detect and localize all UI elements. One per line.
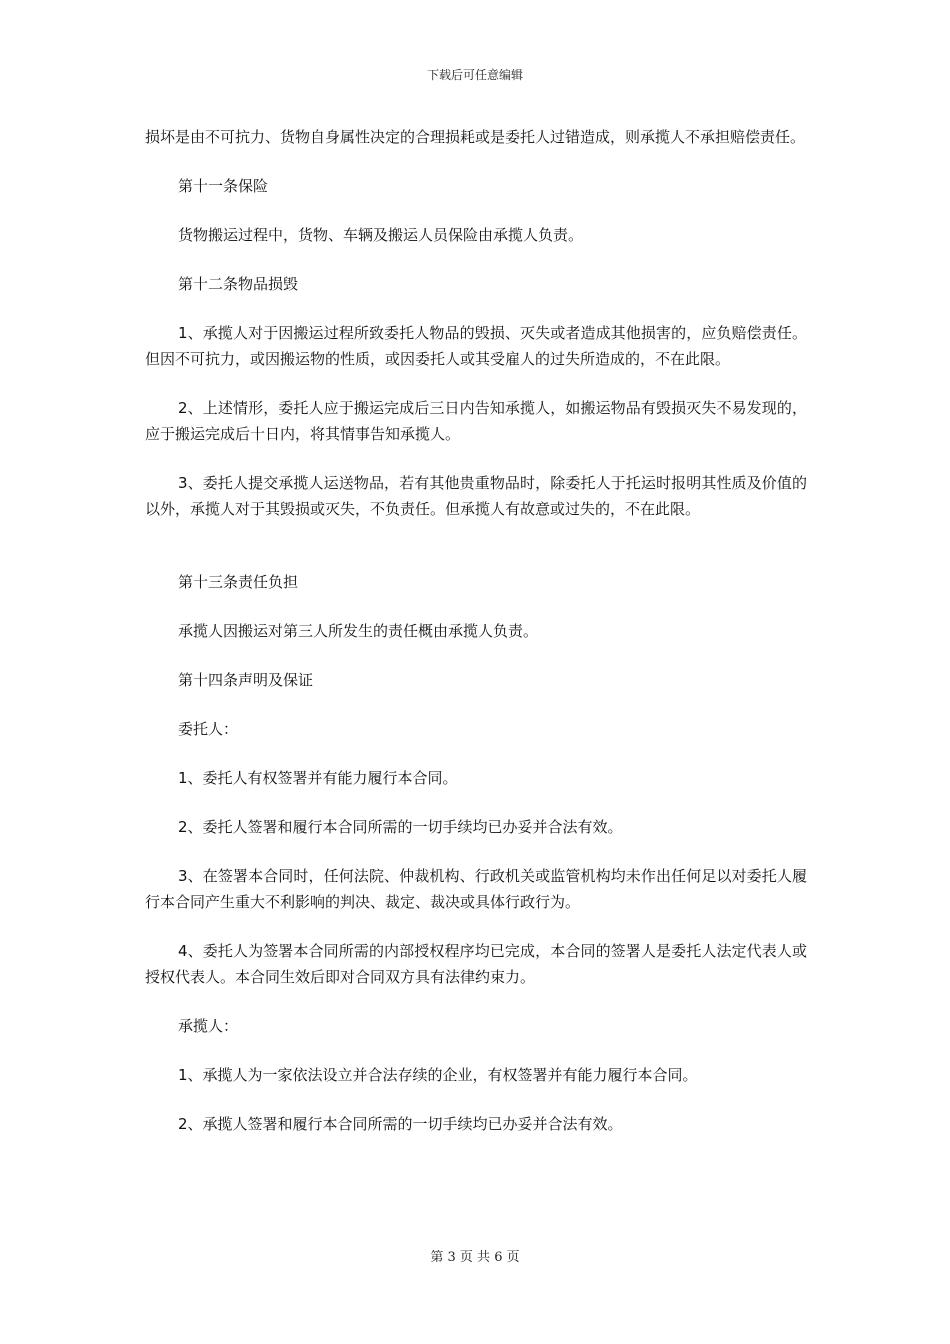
paragraph-insurance: 货物搬运过程中，货物、车辆及搬运人员保险由承揽人负责。 [178, 226, 584, 244]
client-label: 委托人： [178, 720, 239, 738]
article-12-heading: 第十二条物品损毁 [178, 275, 299, 293]
client-clause-1: 1、委托人有权签署并有能力履行本合同。 [178, 769, 458, 787]
contractor-label: 承揽人： [178, 1017, 239, 1035]
header-note: 下载后可任意编辑 [426, 68, 523, 82]
client-clause-3: 3、在签署本合同时，任何法院、仲裁机构、行政机关或监管机构均未作出任何足以对委托人履行本合同产生重大不利影响的判决、裁定、裁决或具体行政行为。 [145, 867, 807, 911]
article-13-heading: 第十三条责任负担 [178, 573, 299, 591]
paragraph-damage-clause-1: 1、承揽人对于因搬运过程所致委托人物品的毁损、灭失或者造成其他损害的，应负赔偿责任。但因不可抗力，或因搬运物的性质，或因委托人或其受雇人的过失所造成的，不在此限。 [145, 324, 807, 368]
paragraph-damage-liability: 损坏是由不可抗力、货物自身属性决定的合理损耗或是委托人过错造成，则承揽人不承担赔偿责任。 [145, 128, 806, 146]
article-11-heading: 第十一条保险 [178, 177, 269, 195]
contractor-clause-2: 2、承揽人签署和履行本合同所需的一切手续均已办妥并合法有效。 [178, 1115, 623, 1133]
paragraph-damage-clause-3: 3、委托人提交承揽人运送物品，若有其他贵重物品时，除委托人于托运时报明其性质及价值的以外，承揽人对于其毁损或灭失，不负责任。但承揽人有故意或过失的，不在此限。 [145, 474, 807, 518]
client-clause-2: 2、委托人签署和履行本合同所需的一切手续均已办妥并合法有效。 [178, 818, 623, 836]
client-clause-4: 4、委托人为签署本合同所需的内部授权程序均已完成，本合同的签署人是委托人法定代表人或授权代表人。本合同生效后即对合同双方具有法律约束力。 [145, 942, 807, 986]
paragraph-third-party-liability: 承揽人因搬运对第三人所发生的责任概由承揽人负责。 [178, 622, 539, 640]
page-footer [0, 1246, 950, 1265]
contractor-clause-1: 1、承揽人为一家依法设立并合法存续的企业，有权签署并有能力履行本合同。 [178, 1066, 698, 1084]
article-14-heading: 第十四条声明及保证 [178, 671, 314, 689]
document-body [145, 124, 807, 1160]
page-number: 第 3 页 共 6 页 [430, 1250, 520, 1265]
paragraph-damage-clause-2: 2、上述情形，委托人应于搬运完成后三日内告知承揽人，如搬运物品有毁损灭失不易发现的，应于搬运完成后十日内，将其情事告知承揽人。 [145, 399, 807, 443]
